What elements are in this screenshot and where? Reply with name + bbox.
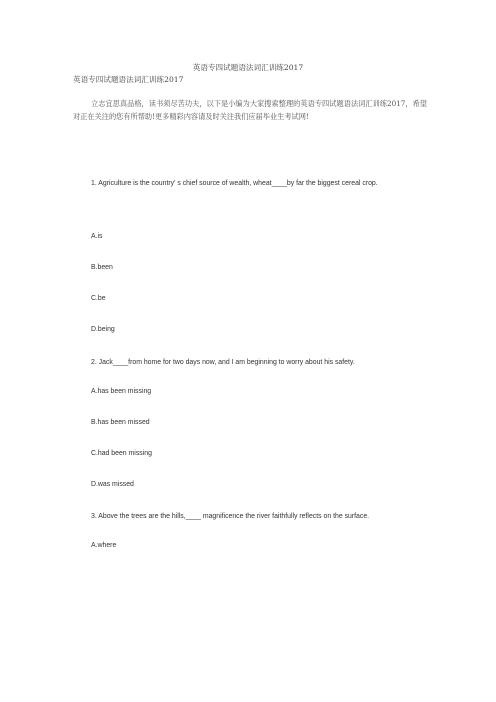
question-2-option-b: B.has been missed xyxy=(91,419,150,426)
question-2-text: 2. Jack____from home for two days now, and I am beginning to worry about his safety. xyxy=(91,359,355,366)
question-1-text: 1. Agriculture is the country' s chief source of wealth, wheat____by far the biggest cereal crop. xyxy=(91,180,378,187)
question-2-option-a: A.has been missing xyxy=(91,388,152,395)
question-2-option-c: C.had been missing xyxy=(91,450,152,457)
question-3-option-a: A.where xyxy=(91,542,117,549)
question-1-option-b: B.been xyxy=(91,264,113,271)
question-2-option-d: D.was missed xyxy=(91,481,134,488)
document-title: 英语专四试题语法词汇训练2017 xyxy=(192,63,304,72)
question-1-option-d: D.being xyxy=(91,326,115,333)
question-1-option-c: C.be xyxy=(91,295,106,302)
question-3-text: 3. Above the trees are the hills,____ magnificence the river faithfully reflects on the surface. xyxy=(91,513,370,520)
document-subtitle: 英语专四试题语法词汇训练2017 xyxy=(73,75,184,84)
intro-paragraph: 立志宜思真品格，读书须尽苦功夫，以下是小编为大家搜索整理的英语专四试题语法词汇训练2017，希望对正在关注的您有所帮助!更多精彩内容请及时关注我们应届毕业生考试网! xyxy=(73,99,427,121)
question-1-option-a: A.is xyxy=(91,233,103,240)
